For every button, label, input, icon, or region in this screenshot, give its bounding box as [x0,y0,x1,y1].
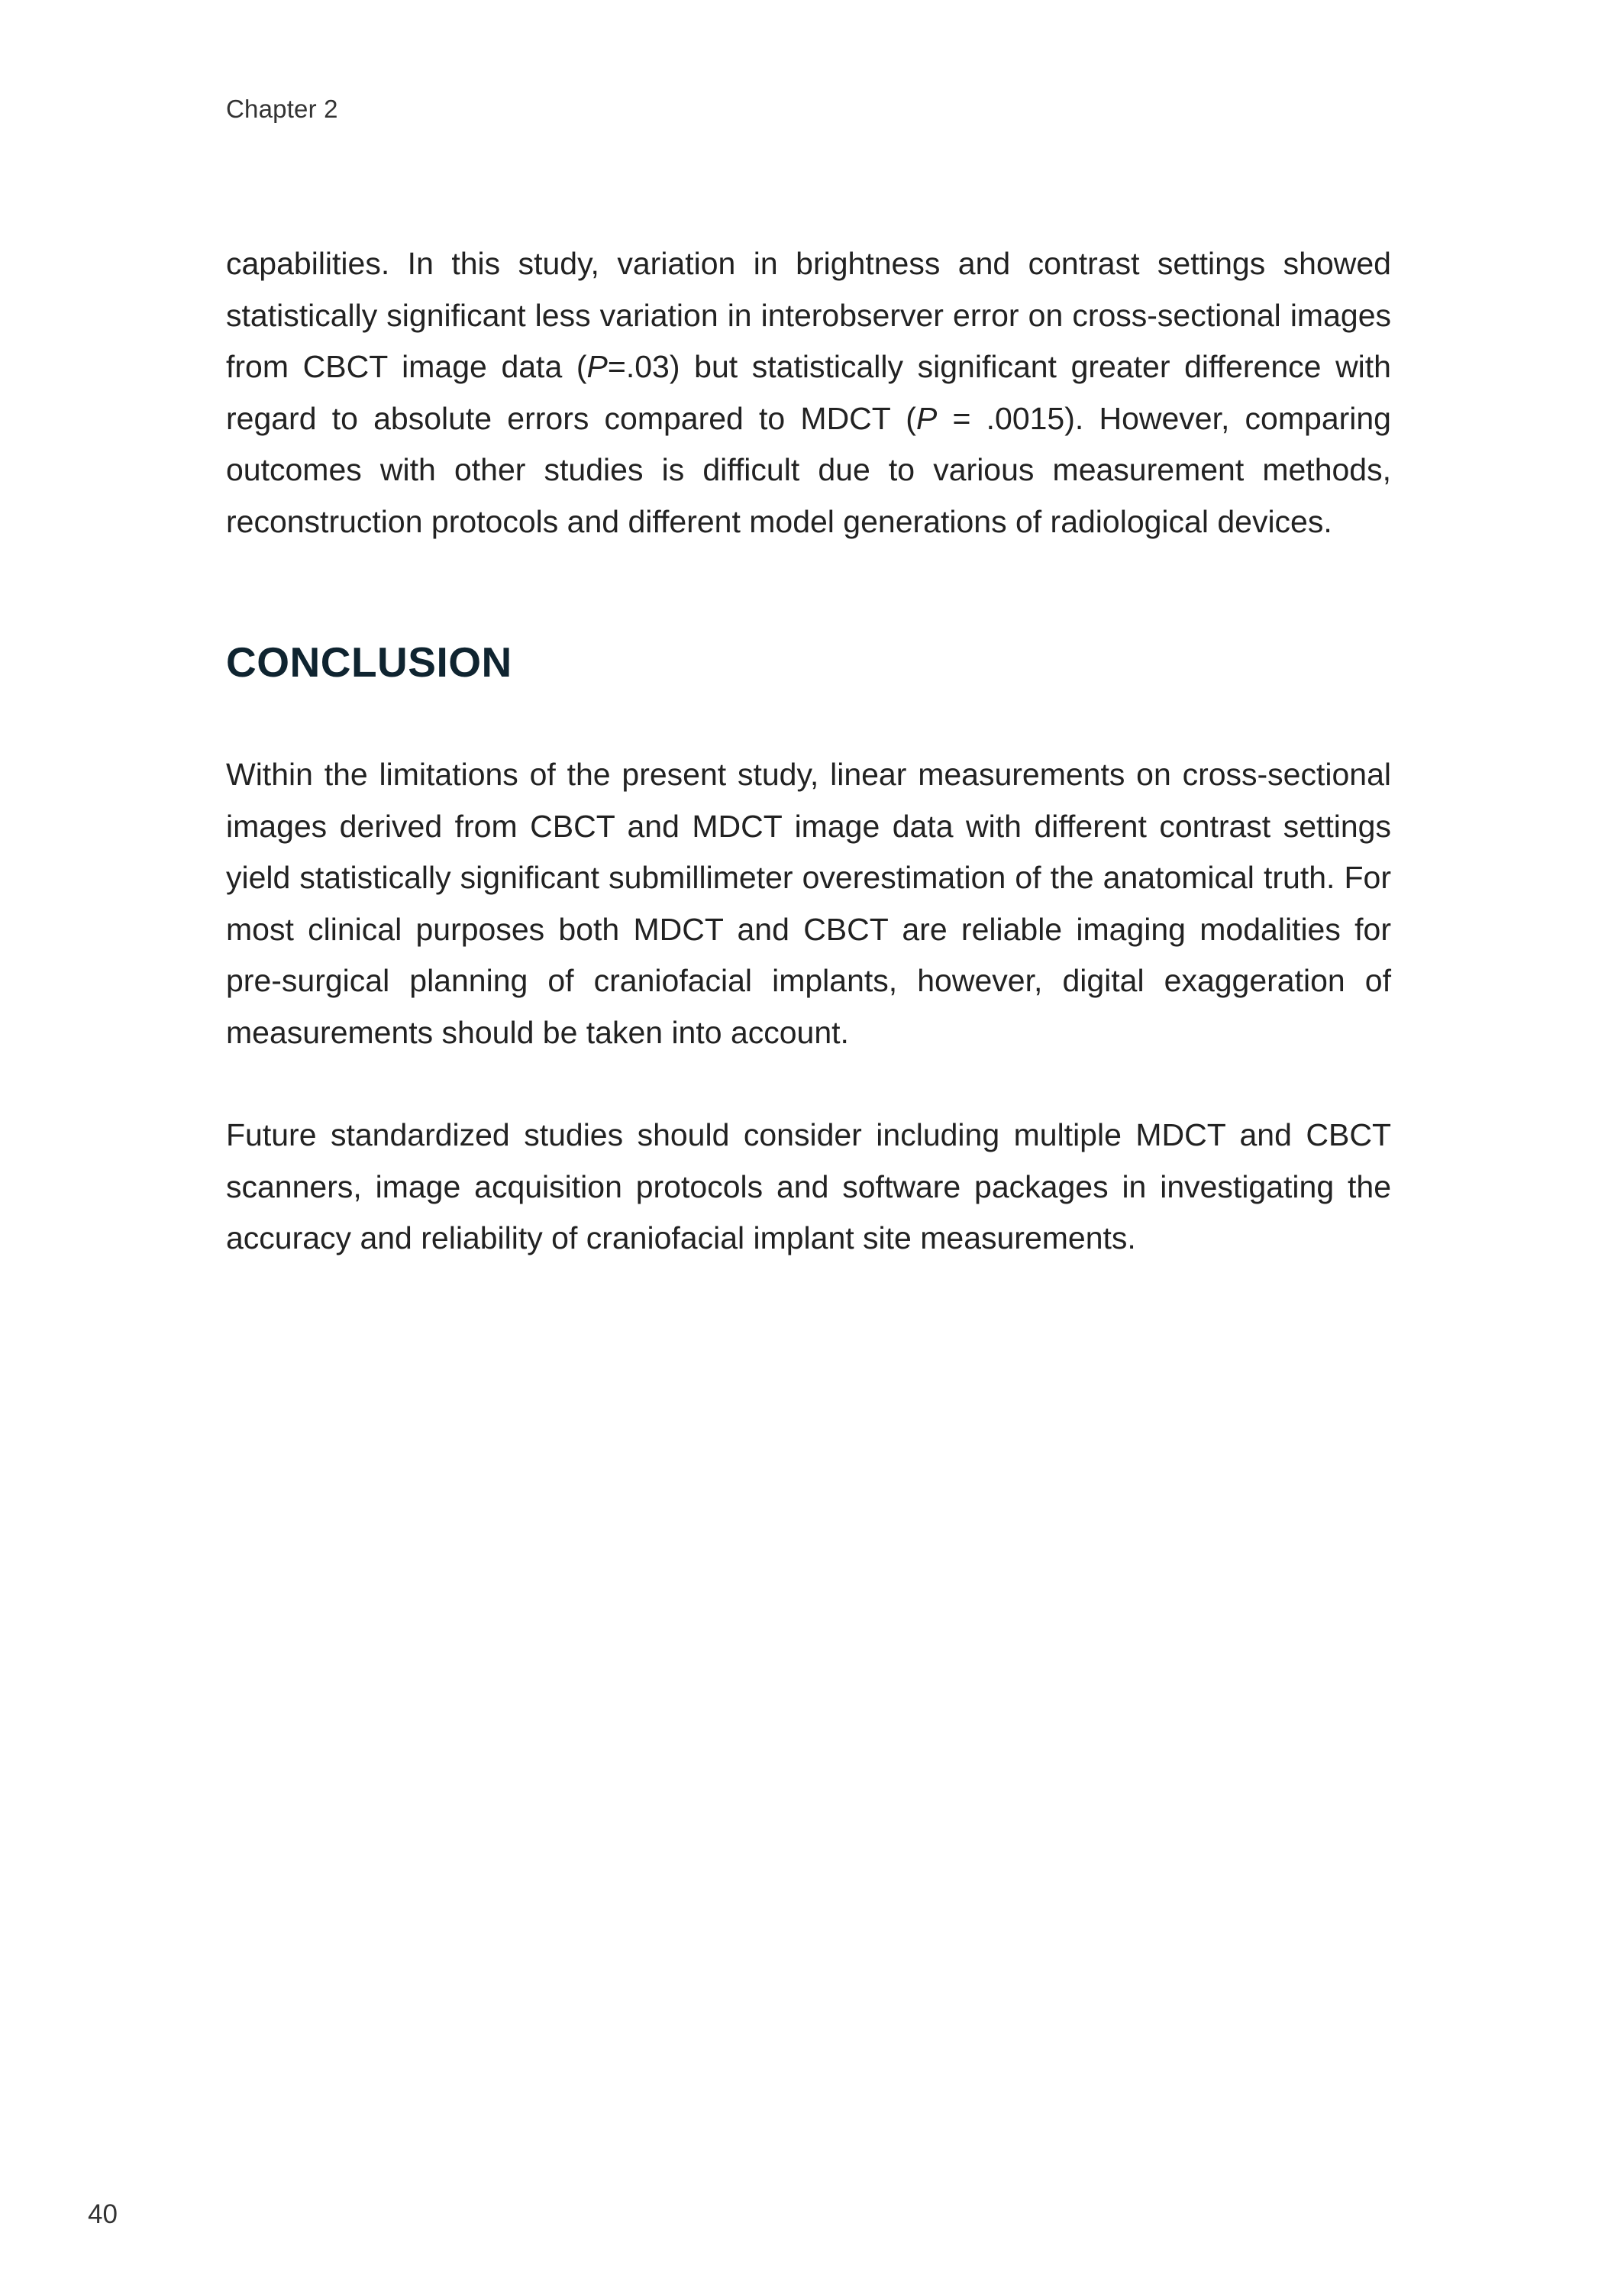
discussion-text-part2: =.03) but statistically significant greater difference with regard to absolute errors compared to MDCT ( [226,349,1391,436]
p-value-symbol-1: P [586,349,608,384]
conclusion-paragraph-2: Future standardized studies should consider including multiple MDCT and CBCT scanners, image acquisition protocols and software packages in investigating the accuracy and reliability of craniofacial implant site measurements. [226,1117,1391,1255]
discussion-closing-paragraph [226,238,1391,548]
conclusion-paragraph-1: Within the limitations of the present study, linear measurements on cross-sectional images derived from CBCT and MDCT image data with different contrast settings yield statistically significant submillimeter overestimation of the anatomical truth. For most clinical purposes both MDCT and CBCT are reliable imaging modalities for pre-surgical planning of craniofacial implants, however, digital exaggeration of measurements should be taken into account. [226,757,1391,1050]
page-number: 40 [88,2199,118,2229]
spacer [226,687,1391,749]
page-content [226,238,1391,1265]
spacer [226,548,1391,638]
spacer [226,1058,1391,1110]
running-header-chapter: Chapter 2 [226,95,338,123]
p-value-symbol-2: P [915,400,938,436]
conclusion-heading: CONCLUSION [226,638,512,686]
discussion-text-part1: capabilities. In this study, variation in brightness and contrast settings showed statistically significant less variation in interobserver error on cross-sectional images from CBCT image data ( [226,246,1391,384]
discussion-text-part3: = .0015). However, comparing outcomes with other studies is difficult due to various measurement methods, reconstruction protocols and different model generations of radiological devices. [226,400,1391,539]
